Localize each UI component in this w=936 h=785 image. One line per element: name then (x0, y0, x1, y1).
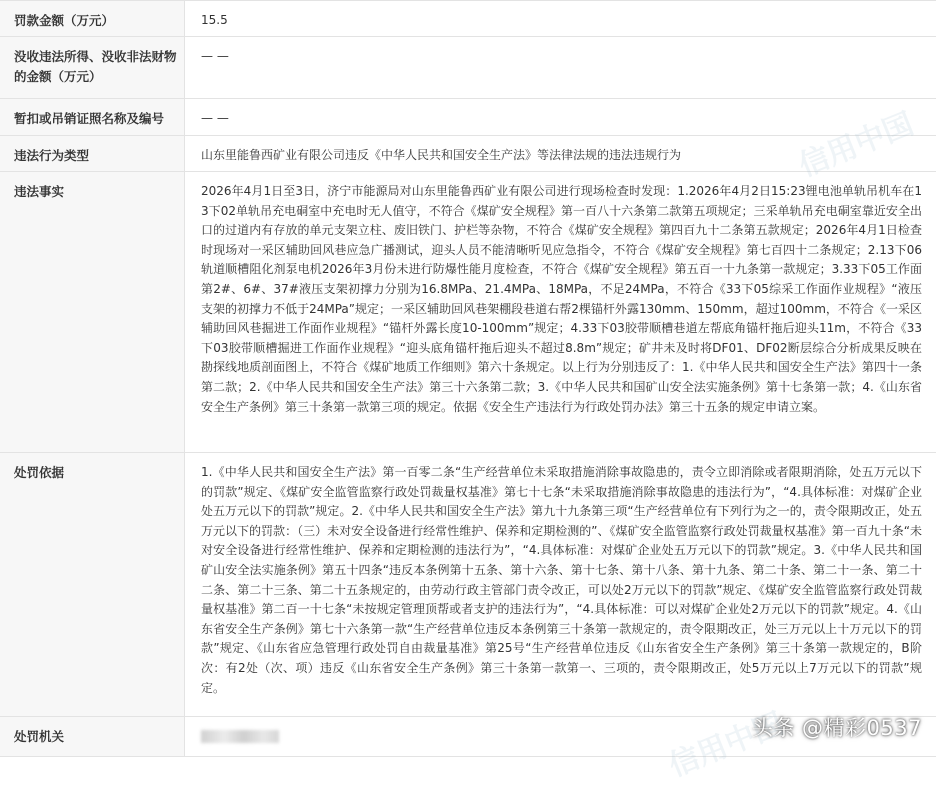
label-fine-amount: 罚款金额（万元） (0, 1, 185, 36)
label-violation-facts: 违法事实 (0, 172, 185, 452)
label-penalty-basis: 处罚依据 (0, 453, 185, 716)
watermark: 信用中国 (794, 106, 919, 184)
value-penalty-basis: 1.《中华人民共和国安全生产法》第一百零二条“生产经营单位未采取措施消除事故隐患的，责令立即消除或者限期消除，处五万元以下的罚款”规定、《煤矿安全监管监察行政处罚裁量权基准》第七十七条“未采取措施消除事故隐患的违法行为”，“4.具体标准：对煤矿企业处五万元以下的罚款”规定。2.《中华人民共和国安全生产法》第九十九条第三项“生产经营单位有下列行为之一的，责令限期改正，处五万元以下的罚款：（三）未对安全设备进行经常性维护、保养和定期检测的”、《煤矿安全监管监察行政处罚裁量权基准》第一百九十条“未对安全设备进行经常性维护、保养和定期检测的违法行为”，“4.具体标准：对煤矿企业处五万元以下的罚款”规定。3.《中华人民共和国矿山安全法实施条例》第五十四条“违反本条例第十五条、第十六条、第十七条、第十八条、第十九条、第二十条、第二十一条、第二十二条、第二十三条、第二十五条规定的，由劳动行政主管部门责令改正，可以处2万元以下的罚款”规定、《煤矿安全监管监察行政处罚裁量权基准》第二百一十七条“未按规定管理顶帮或者支护的违法行为”，“4.具体标准：可以对煤矿企业处2万元以下的罚款”规定。4.《山东省安全生产条例》第七十六条第一款“生产经营单位违反本条例第三十条第一款规定的，责令限期改正，处三万元以上十万元以下的罚款”规定、《山东省应急管理行政处罚自由裁量基准》第25号“生产经营单位违反《山东省安全生产条例》第三十条第一款规定的，B阶次：有2处（次、项）违反《山东省安全生产条例》第三十条第一款第一、三项的，责令限期改正，处5万元以上7万元以下的罚款”规定。 (201, 465, 922, 695)
row-confiscation-amount (0, 37, 936, 99)
value-violation-type: 山东里能鲁西矿业有限公司违反《中华人民共和国安全生产法》等法律法规的违法违规行为 (201, 148, 682, 162)
watermark-bottom: 信用中国 (664, 706, 789, 784)
row-violation-facts (0, 172, 936, 453)
label-violation-type: 违法行为类型 (0, 136, 185, 171)
row-fine-amount (0, 1, 936, 37)
label-license-suspension: 暂扣或吊销证照名称及编号 (0, 99, 185, 135)
label-confiscation-amount: 没收违法所得、没收非法财物的金额（万元） (0, 37, 185, 98)
value-confiscation-amount: — — (201, 49, 229, 63)
row-penalty-basis (0, 453, 936, 717)
value-fine-amount: 15.5 (201, 13, 228, 27)
row-violation-type (0, 136, 936, 172)
row-license-suspension (0, 99, 936, 136)
value-violation-facts: 2026年4月1日至3日，济宁市能源局对山东里能鲁西矿业有限公司进行现场检查时发现：1.2026年4月2日15:23锂电池单轨吊机车在13下02单轨吊充电硐室中充电时无人值守，不符合《煤矿安全规程》第一百八十六条第二款第五项规定；三采单轨吊充电硐室靠近安全出口的过道内有存放的单元支架立柱、废旧铁门、护栏等杂物，不符合《煤矿安全规程》第四百九十二条第五款规定；2026年4月1日检查时现场对一采区辅助回风巷应急广播测试，迎头人员不能清晰听见应急指令，不符合《煤矿安全规程》第七百四十二条规定；2.13下06轨道顺槽阻化剂泵电机2026年3月份未进行防爆性能月度检查，不符合《煤矿安全规程》第五百一十九条第一款规定；3.33下05工作面第2#、6#、37#液压支架初撑力分别为16.8MPa、21.4MPa、18MPa，不足24MPa，不符合《33下05综采工作面作业规程》“液压支架的初撑力不低于24MPa”规定；一采区辅助回风巷架棚段巷道右帮2棵锚杆外露130mm、150mm，超过100mm，不符合《一采区辅助回风巷掘进工作面作业规程》“锚杆外露长度10-100mm”规定；4.33下03胶带顺槽巷道左帮底角锚杆拖后迎头11m，不符合《33下03胶带顺槽掘进工作面作业规程》“迎头底角锚杆拖后迎头不超过8.8m”规定；矿井未及时将DF01、DF02断层综合分析成果反映在勘探线地质剖面图上，不符合《煤矿地质工作细则》第六十条规定。以上行为分别违反了：1.《中华人民共和国安全生产法》第四十一条第二款；2.《中华人民共和国安全生产法》第三十六条第二款；3.《中华人民共和国矿山安全法实施条例》第十七条第一款；4.《山东省安全生产条例》第三十条第一款第三项的规定。依据《安全生产违法行为行政处罚办法》第三十五条的规定申请立案。 (201, 184, 922, 414)
value-license-suspension: — — (201, 111, 229, 125)
label-penalty-authority: 处罚机关 (0, 717, 185, 756)
blurred-authority-name (201, 730, 279, 743)
brand-watermark: 头条 @精彩0537 (751, 716, 922, 740)
